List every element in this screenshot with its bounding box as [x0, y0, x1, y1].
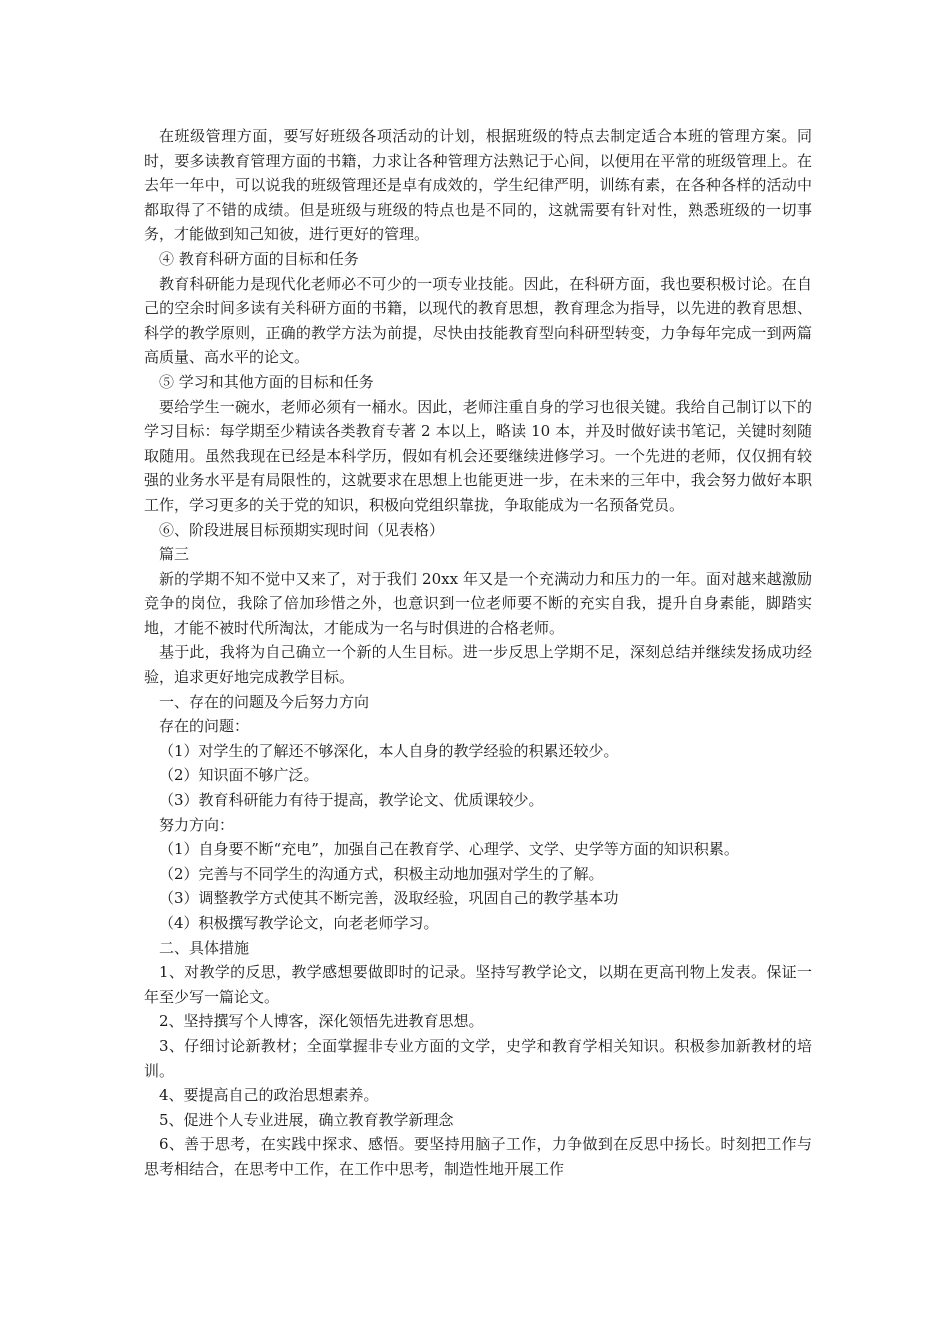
heading-problems-direction: 一、存在的问题及今后努力方向	[159, 692, 370, 711]
heading-part-three: 篇三	[159, 545, 190, 564]
list-item-measure-4: 4、要提高自己的政治思想素养。	[159, 1086, 379, 1105]
paragraph-new-semester: 新的学期不知不觉中又来了，对于我们 20xx 年又是一个充满动力和压力的一年。面对越来越激励竞争的岗位，我除了倍加珍惜之外，也意识到一位老师要不断的充实自我，提升自身素能，脚踏实地，才能不被时代所淘汰，才能成为一名与时俱进的合格老师。	[144, 569, 812, 637]
paragraph-class-management: 在班级管理方面，要写好班级各项活动的计划，根据班级的特点去制定适合本班的管理方案。同时，要多读教育管理方面的书籍，力求让各种管理方法熟记于心间，以便用在平常的班级管理上。在去年一年中，可以说我的班级管理还是卓有成效的，学生纪律严明，训练有素，在各种各样的活动中都取得了不错的成绩。但是班级与班级的特点也是不同的，这就需要有针对性，熟悉班级的一切事务，才能做到知己知彼，进行更好的管理。	[144, 127, 812, 244]
list-item-direction-2: （2）完善与不同学生的沟通方式，积极主动地加强对学生的了解。	[159, 864, 604, 883]
list-item-direction-3: （3）调整教学方式使其不断完善，汲取经验，巩固自己的教学基本功	[159, 889, 619, 908]
list-item-problem-1: （1）对学生的了解还不够深化，本人自身的教学经验的积累还较少。	[159, 741, 619, 760]
list-item-measure-2: 2、坚持撰写个人博客，深化领悟先进教育思想。	[159, 1012, 484, 1031]
paragraph-new-goal: 基于此，我将为自己确立一个新的人生目标。进一步反思上学期不足，深刻总结并继续发扬成功经验，追求更好地完成教学目标。	[144, 643, 812, 687]
list-item-direction-1: （1）自身要不断“充电”，加强自己在教育学、心理学、文学、史学等方面的知识积累。	[159, 840, 739, 859]
subheading-problems: 存在的问题：	[159, 717, 250, 736]
list-item-measure-5: 5、促进个人专业进展，确立教育教学新理念	[159, 1110, 454, 1129]
list-item-measure-3: 3、仔细讨论新教材；全面掌握非专业方面的文学，史学和教育学相关知识。积极参加新教材的培训。	[144, 1036, 812, 1080]
list-item-problem-2: （2）知识面不够广泛。	[159, 766, 319, 785]
subheading-direction: 努力方向：	[159, 815, 235, 834]
list-item-problem-3: （3）教育科研能力有待于提高，教学论文、优质课较少。	[159, 791, 544, 810]
list-item-measure-1: 1、对教学的反思，教学感想要做即时的记录。坚持写教学论文，以期在更高刊物上发表。保证一年至少写一篇论文。	[144, 963, 812, 1006]
heading-study-goals: ⑤ 学习和其他方面的目标和任务	[159, 372, 374, 391]
list-item-measure-6: 6、善于思考，在实践中探求、感悟。要坚持用脑子工作，力争做到在反思中扬长。时刻把工作与思考相结合，在思考中工作，在工作中思考，制造性地开展工作	[144, 1135, 812, 1178]
document-body	[144, 124, 812, 1182]
heading-stage-timeline: ⑥、阶段进展目标预期实现时间（见表格）	[159, 520, 445, 539]
paragraph-research: 教育科研能力是现代化老师必不可少的一项专业技能。因此，在科研方面，我也要积极讨论。在自己的空余时间多读有关科研方面的书籍，以现代的教育思想，教育理念为指导，以先进的教育思想、科学的教学原则，正确的教学方法为前提，尽快由技能教育型向科研型转变，力争每年完成一到两篇高质量、高水平的论文。	[144, 274, 812, 367]
heading-research-goals: ④ 教育科研方面的目标和任务	[159, 249, 359, 268]
heading-measures: 二、具体措施	[159, 938, 250, 957]
list-item-direction-4: （4）积极撰写教学论文，向老老师学习。	[159, 914, 439, 932]
paragraph-study: 要给学生一碗水，老师必须有一桶水。因此，老师注重自身的学习也很关键。我给自己制订以下的学习目标：每学期至少精读各类教育专著 2 本以上，略读 10 本，并及时做好读书笔记，关键时刻随取随用。虽然我现在已经是本科学历，假如有机会还要继续进修学习。一个先进的老师，仅仅拥有较强的业务水平是有局限性的，这就要求在思想上也能更进一步，在未来的三年中，我会努力做好本职工作，学习更多的关于党的知识，积极向党组织靠拢，争取能成为一名预备党员。	[144, 397, 812, 514]
